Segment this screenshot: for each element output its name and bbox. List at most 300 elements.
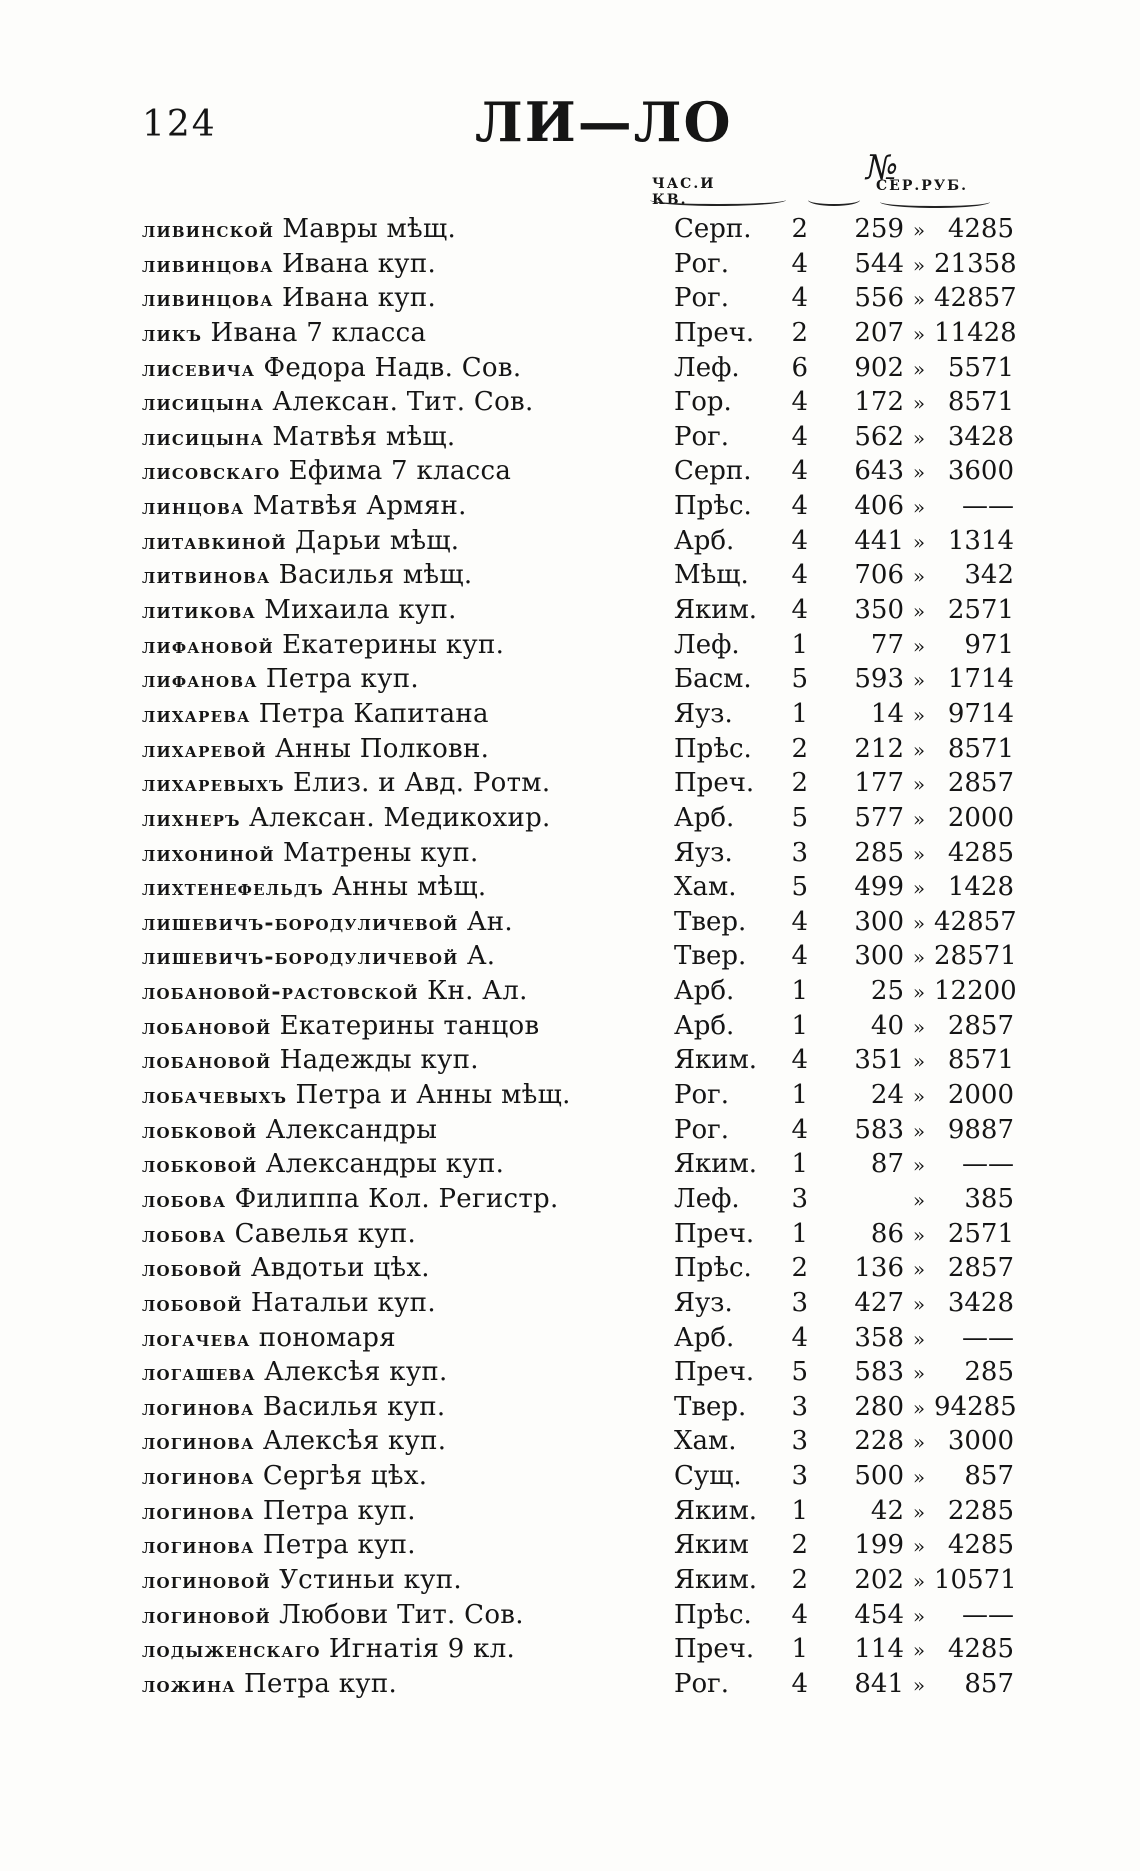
entry-row bbox=[142, 664, 1022, 699]
entry-quarter: 3 bbox=[791, 1426, 808, 1457]
entry-number: 285 bbox=[854, 837, 904, 868]
entry-quarter: 4 bbox=[791, 1045, 808, 1076]
entry-number: 212 bbox=[854, 733, 904, 764]
entry-rubles: 3428 bbox=[947, 1287, 1014, 1318]
entry-name bbox=[142, 214, 662, 244]
entry-number: 202 bbox=[854, 1564, 904, 1595]
entry-given: Василья куп. bbox=[262, 1391, 446, 1422]
entry-name bbox=[142, 734, 662, 764]
entry-surname: лобановой bbox=[142, 1048, 272, 1075]
entry-separator: » bbox=[912, 980, 926, 1005]
entry-separator: » bbox=[912, 910, 926, 935]
entry-given: Петра и Анны мѣщ. bbox=[295, 1080, 571, 1111]
entry-given: А. bbox=[466, 941, 496, 972]
entry-separator: » bbox=[912, 1291, 926, 1316]
entry-surname: логинова bbox=[142, 1394, 255, 1421]
entry-rubles: 2571 bbox=[947, 595, 1014, 626]
entry-part: Прѣс. bbox=[674, 733, 752, 764]
entry-row bbox=[142, 387, 1022, 422]
entry-surname: лобова bbox=[142, 1186, 227, 1213]
entry-row bbox=[142, 1045, 1022, 1080]
entry-quarter: 5 bbox=[791, 1357, 808, 1388]
entry-number: 351 bbox=[854, 1045, 904, 1076]
entry-given: Петра Капитана bbox=[258, 698, 489, 729]
entry-part: Арб. bbox=[674, 1322, 735, 1353]
entry-given: Ан. bbox=[466, 906, 513, 937]
entry-part: Твер. bbox=[674, 906, 747, 937]
entry-surname: лобачевыхъ bbox=[142, 1083, 288, 1110]
entry-row bbox=[142, 699, 1022, 734]
entry-separator: » bbox=[912, 772, 926, 797]
entry-name bbox=[142, 491, 662, 521]
column-header-rubles: СЕР.РУБ. bbox=[876, 178, 968, 194]
entry-given: Петра куп. bbox=[244, 1668, 398, 1699]
entry-quarter: 5 bbox=[791, 872, 808, 903]
column-header-number: № bbox=[865, 148, 898, 188]
entry-separator: » bbox=[912, 1326, 926, 1351]
entry-part: Арб. bbox=[674, 976, 735, 1007]
entry-separator: » bbox=[912, 1049, 926, 1074]
entry-separator: » bbox=[912, 1084, 926, 1109]
entry-separator: » bbox=[912, 1534, 926, 1559]
entry-quarter: 1 bbox=[791, 1010, 808, 1041]
entry-number: 172 bbox=[854, 387, 904, 418]
entry-surname: лихарева bbox=[142, 701, 251, 728]
entry-part: Серп. bbox=[674, 456, 752, 487]
entry-given: Авдотьи цѣх. bbox=[250, 1253, 430, 1284]
entry-number: 14 bbox=[870, 698, 904, 729]
entry-given: Алексѣя куп. bbox=[262, 1426, 447, 1457]
entry-given: Петра куп. bbox=[265, 664, 419, 695]
entry-quarter: 4 bbox=[791, 456, 808, 487]
entry-given: Петра куп. bbox=[262, 1495, 416, 1526]
entry-row bbox=[142, 422, 1022, 457]
entry-number: 350 bbox=[854, 595, 904, 626]
entry-quarter: 2 bbox=[791, 1253, 808, 1284]
entry-rubles: 1428 bbox=[947, 872, 1014, 903]
entry-number: 87 bbox=[870, 1149, 904, 1180]
entry-separator: » bbox=[912, 1153, 926, 1178]
entry-quarter: 3 bbox=[791, 837, 808, 868]
entry-name bbox=[142, 456, 662, 486]
entry-name bbox=[142, 699, 662, 729]
entry-name bbox=[142, 353, 662, 383]
entry-given: Савелья куп. bbox=[234, 1218, 417, 1249]
entry-given: Александры куп. bbox=[265, 1149, 505, 1180]
entry-given: Надежды куп. bbox=[279, 1045, 479, 1076]
entry-number: 114 bbox=[854, 1634, 904, 1665]
entry-rubles: —— bbox=[962, 491, 1014, 522]
entry-part: Яким. bbox=[674, 595, 758, 626]
entry-surname: лобановой-растовской bbox=[142, 979, 419, 1006]
entry-number: 136 bbox=[854, 1253, 904, 1284]
entry-quarter: 4 bbox=[791, 906, 808, 937]
entry-number: 24 bbox=[870, 1080, 904, 1111]
entry-separator: » bbox=[912, 1222, 926, 1247]
entry-row bbox=[142, 1565, 1022, 1600]
entry-row bbox=[142, 249, 1022, 284]
entry-name bbox=[142, 1149, 662, 1179]
entry-given: Дарьи мѣщ. bbox=[295, 525, 460, 556]
entry-surname: лисицына bbox=[142, 390, 265, 417]
entry-number: 583 bbox=[854, 1114, 904, 1145]
entry-part: Твер. bbox=[674, 941, 747, 972]
entry-number: 300 bbox=[854, 906, 904, 937]
entry-part: Яуз. bbox=[674, 1287, 733, 1318]
entry-row bbox=[142, 1426, 1022, 1461]
entry-row bbox=[142, 353, 1022, 388]
entry-surname: ливинской bbox=[142, 217, 275, 243]
entry-part: Преч. bbox=[674, 317, 755, 348]
entry-name bbox=[142, 560, 662, 590]
running-head: ЛИ—ЛО bbox=[475, 90, 733, 154]
entry-separator: » bbox=[912, 1638, 926, 1663]
entry-part: Твер. bbox=[674, 1391, 747, 1422]
entry-separator: » bbox=[912, 1395, 926, 1420]
entry-quarter: 4 bbox=[791, 491, 808, 522]
entry-part: Арб. bbox=[674, 802, 735, 833]
entry-name bbox=[142, 630, 662, 660]
entry-quarter: 4 bbox=[791, 560, 808, 591]
entry-name bbox=[142, 283, 662, 313]
entry-given: Алексѣя куп. bbox=[264, 1357, 448, 1388]
entry-separator: » bbox=[912, 841, 926, 866]
entry-quarter: 2 bbox=[791, 768, 808, 799]
entry-given: Александры bbox=[265, 1114, 438, 1145]
entry-quarter: 3 bbox=[791, 1391, 808, 1422]
entry-part: Преч. bbox=[674, 1357, 755, 1388]
entry-quarter: 2 bbox=[791, 214, 808, 244]
entry-name bbox=[142, 1080, 662, 1110]
entry-part: Прѣс. bbox=[674, 1253, 752, 1284]
entry-rubles: 12200 bbox=[934, 976, 1017, 1007]
entry-surname: ложина bbox=[142, 1671, 236, 1698]
entry-given: Мавры мѣщ. bbox=[282, 214, 457, 244]
entry-given: пономаря bbox=[258, 1322, 396, 1353]
entry-name bbox=[142, 1669, 662, 1699]
entry-part: Басм. bbox=[674, 664, 752, 695]
entry-number: 177 bbox=[854, 768, 904, 799]
entry-row bbox=[142, 318, 1022, 353]
entry-rubles: 4285 bbox=[947, 1634, 1014, 1665]
entry-given: Василья мѣщ. bbox=[278, 560, 473, 591]
entry-row bbox=[142, 1323, 1022, 1358]
entry-number: 199 bbox=[854, 1530, 904, 1561]
entry-name bbox=[142, 526, 662, 556]
entry-quarter: 1 bbox=[791, 629, 808, 660]
entry-part: Яким. bbox=[674, 1045, 758, 1076]
entry-name bbox=[142, 249, 662, 279]
entry-given: Ефима 7 класса bbox=[288, 456, 512, 487]
entry-rubles: 2000 bbox=[947, 1080, 1014, 1111]
entry-surname: логинова bbox=[142, 1429, 255, 1456]
entry-separator: » bbox=[912, 876, 926, 901]
entry-part: Гор. bbox=[674, 387, 732, 418]
entry-rubles: —— bbox=[962, 1149, 1014, 1180]
entry-name bbox=[142, 1045, 662, 1075]
entry-surname: логинова bbox=[142, 1464, 255, 1491]
entry-name bbox=[142, 1634, 662, 1664]
entry-quarter: 3 bbox=[791, 1461, 808, 1492]
entry-given: Ивана куп. bbox=[281, 283, 437, 314]
entry-surname: лобова bbox=[142, 1221, 227, 1248]
entry-row bbox=[142, 1115, 1022, 1150]
entry-given: Филиппа Кол. Регистр. bbox=[234, 1183, 559, 1214]
entry-surname: ливинцова bbox=[142, 286, 274, 313]
entry-surname: ликъ bbox=[142, 320, 203, 347]
entry-part: Яуз. bbox=[674, 837, 733, 868]
entry-part: Рог. bbox=[674, 283, 730, 314]
entry-rubles: 1314 bbox=[947, 525, 1014, 556]
entry-separator: » bbox=[912, 1361, 926, 1386]
entry-number: 427 bbox=[854, 1287, 904, 1318]
entry-row bbox=[142, 1149, 1022, 1184]
entry-number: 454 bbox=[854, 1599, 904, 1630]
entry-quarter: 4 bbox=[791, 283, 808, 314]
entry-row bbox=[142, 1288, 1022, 1323]
entry-given: Ивана 7 класса bbox=[210, 317, 427, 348]
entry-rubles: 971 bbox=[964, 629, 1014, 660]
entry-name bbox=[142, 1496, 662, 1526]
entry-surname: лифановой bbox=[142, 632, 274, 659]
entry-row bbox=[142, 768, 1022, 803]
entry-separator: » bbox=[912, 945, 926, 970]
entry-quarter: 1 bbox=[791, 1218, 808, 1249]
entry-part: Яким. bbox=[674, 1495, 758, 1526]
entry-number: 577 bbox=[854, 802, 904, 833]
entry-number: 841 bbox=[854, 1668, 904, 1699]
entry-quarter: 1 bbox=[791, 1149, 808, 1180]
entry-name bbox=[142, 664, 662, 694]
brace-rubles bbox=[880, 196, 990, 208]
entry-part: Рог. bbox=[674, 1080, 730, 1111]
entry-surname: линцова bbox=[142, 494, 245, 521]
entry-part: Преч. bbox=[674, 768, 755, 799]
entry-given: Екатерины куп. bbox=[282, 629, 505, 660]
entry-surname: лобовой bbox=[142, 1290, 243, 1317]
entry-rubles: 385 bbox=[964, 1183, 1014, 1214]
entry-separator: » bbox=[912, 1499, 926, 1524]
entry-number: 500 bbox=[854, 1461, 904, 1492]
entry-given: Петра куп. bbox=[262, 1530, 416, 1561]
entry-rubles: 3000 bbox=[947, 1426, 1014, 1457]
entry-given: Анны мѣщ. bbox=[332, 872, 487, 903]
entry-rubles: 4285 bbox=[947, 1530, 1014, 1561]
entry-surname: лобковой bbox=[142, 1117, 258, 1144]
entry-row bbox=[142, 1080, 1022, 1115]
entry-surname: логиновой bbox=[142, 1567, 271, 1594]
entry-rubles: —— bbox=[962, 1599, 1014, 1630]
entry-surname: лисевича bbox=[142, 355, 256, 382]
entry-part: Яуз. bbox=[674, 698, 733, 729]
entry-surname: лихнеръ bbox=[142, 805, 241, 832]
entry-part: Рог. bbox=[674, 248, 730, 279]
entry-separator: » bbox=[912, 1603, 926, 1628]
entry-number: 583 bbox=[854, 1357, 904, 1388]
entry-row bbox=[142, 456, 1022, 491]
entry-rubles: —— bbox=[962, 1322, 1014, 1353]
entry-part: Сущ. bbox=[674, 1461, 742, 1492]
entry-surname: лихтенефельдъ bbox=[142, 875, 324, 902]
entry-quarter: 4 bbox=[791, 387, 808, 418]
entry-row bbox=[142, 1219, 1022, 1254]
entry-rubles: 8571 bbox=[947, 387, 1014, 418]
entry-number: 406 bbox=[854, 491, 904, 522]
entry-name bbox=[142, 1461, 662, 1491]
entry-separator: » bbox=[912, 564, 926, 589]
entry-quarter: 6 bbox=[791, 352, 808, 383]
entry-row bbox=[142, 907, 1022, 942]
entry-quarter: 4 bbox=[791, 1599, 808, 1630]
entry-part: Преч. bbox=[674, 1634, 755, 1665]
entry-name bbox=[142, 907, 662, 937]
entry-quarter: 2 bbox=[791, 317, 808, 348]
entry-name bbox=[142, 872, 662, 902]
entry-given: Алексан. Тит. Сов. bbox=[272, 387, 534, 418]
brace-part bbox=[650, 194, 786, 206]
entry-name bbox=[142, 768, 662, 798]
entry-given: Анны Полковн. bbox=[275, 733, 490, 764]
entry-rubles: 342 bbox=[964, 560, 1014, 591]
entry-rubles: 2857 bbox=[947, 1253, 1014, 1284]
entry-name bbox=[142, 1011, 662, 1041]
entry-row bbox=[142, 630, 1022, 665]
entry-number: 593 bbox=[854, 664, 904, 695]
entry-separator: » bbox=[912, 806, 926, 831]
entry-rubles: 2571 bbox=[947, 1218, 1014, 1249]
entry-row bbox=[142, 595, 1022, 630]
entry-number: 706 bbox=[854, 560, 904, 591]
entry-quarter: 3 bbox=[791, 1287, 808, 1318]
entry-name bbox=[142, 1288, 662, 1318]
entry-number: 643 bbox=[854, 456, 904, 487]
entry-surname: лихониной bbox=[142, 840, 275, 867]
entry-separator: » bbox=[912, 702, 926, 727]
entry-part: Яким bbox=[674, 1530, 749, 1561]
entry-surname: логачева bbox=[142, 1325, 251, 1352]
entry-rubles: 8571 bbox=[947, 1045, 1014, 1076]
entry-surname: лисовскаго bbox=[142, 459, 281, 486]
entry-separator: » bbox=[912, 287, 926, 312]
entry-quarter: 5 bbox=[791, 802, 808, 833]
entry-rubles: 3600 bbox=[947, 456, 1014, 487]
entry-quarter: 1 bbox=[791, 976, 808, 1007]
entry-given: Устиньи куп. bbox=[279, 1564, 462, 1595]
entry-number: 25 bbox=[870, 976, 904, 1007]
entry-name bbox=[142, 1426, 662, 1456]
entry-row bbox=[142, 1461, 1022, 1496]
entry-rubles: 1714 bbox=[947, 664, 1014, 695]
entry-part: Арб. bbox=[674, 525, 735, 556]
entry-rubles: 21358 bbox=[934, 248, 1017, 279]
entry-separator: » bbox=[912, 668, 926, 693]
entry-name bbox=[142, 387, 662, 417]
entry-number: 441 bbox=[854, 525, 904, 556]
entry-rubles: 4285 bbox=[947, 837, 1014, 868]
entry-number: 499 bbox=[854, 872, 904, 903]
entry-row bbox=[142, 1011, 1022, 1046]
entry-separator: » bbox=[912, 391, 926, 416]
entry-rubles: 42857 bbox=[934, 906, 1017, 937]
entry-number: 562 bbox=[854, 421, 904, 452]
entry-separator: » bbox=[912, 1257, 926, 1282]
entry-quarter: 1 bbox=[791, 698, 808, 729]
entry-part: Мѣщ. bbox=[674, 560, 749, 591]
entry-part: Преч. bbox=[674, 1218, 755, 1249]
entry-name bbox=[142, 318, 662, 348]
entry-quarter: 1 bbox=[791, 1634, 808, 1665]
entry-quarter: 2 bbox=[791, 1564, 808, 1595]
entry-separator: » bbox=[912, 1187, 926, 1212]
entry-surname: лобовой bbox=[142, 1256, 243, 1283]
entry-number: 228 bbox=[854, 1426, 904, 1457]
entry-part: Леф. bbox=[674, 352, 740, 383]
entry-rubles: 857 bbox=[964, 1461, 1014, 1492]
entry-part: Рог. bbox=[674, 1668, 730, 1699]
entry-separator: » bbox=[912, 1014, 926, 1039]
entry-rubles: 2857 bbox=[947, 768, 1014, 799]
entry-part: Рог. bbox=[674, 1114, 730, 1145]
entry-surname: литавкиной bbox=[142, 528, 287, 555]
entry-row bbox=[142, 1392, 1022, 1427]
entry-rubles: 8571 bbox=[947, 733, 1014, 764]
entry-quarter: 1 bbox=[791, 1080, 808, 1111]
entry-surname: лобановой bbox=[142, 1013, 272, 1040]
entry-part: Хам. bbox=[674, 872, 737, 903]
entry-given: Ивана куп. bbox=[281, 248, 437, 279]
entry-surname: лишевичъ-бородуличевой bbox=[142, 909, 459, 936]
entry-part: Арб. bbox=[674, 1010, 735, 1041]
entry-row bbox=[142, 1530, 1022, 1565]
entry-surname: лобковой bbox=[142, 1152, 258, 1179]
entry-quarter: 4 bbox=[791, 421, 808, 452]
entry-name bbox=[142, 941, 662, 971]
entry-row bbox=[142, 941, 1022, 976]
entry-number: 40 bbox=[870, 1010, 904, 1041]
entry-surname: лишевичъ-бородуличевой bbox=[142, 944, 459, 971]
entry-separator: » bbox=[912, 218, 926, 242]
entry-rubles: 10571 bbox=[934, 1564, 1017, 1595]
entry-name bbox=[142, 803, 662, 833]
entry-separator: » bbox=[912, 1430, 926, 1455]
entry-separator: » bbox=[912, 1568, 926, 1593]
column-header-part: ЧАС.И КВ. bbox=[652, 176, 716, 208]
entry-separator: » bbox=[912, 460, 926, 485]
entry-quarter: 4 bbox=[791, 1114, 808, 1145]
entry-quarter: 4 bbox=[791, 941, 808, 972]
entry-name bbox=[142, 1253, 662, 1283]
entry-name bbox=[142, 1323, 662, 1353]
entry-quarter: 3 bbox=[791, 1183, 808, 1214]
entry-row bbox=[142, 214, 1022, 249]
entry-surname: логинова bbox=[142, 1498, 255, 1525]
entry-surname: лифанова bbox=[142, 667, 258, 694]
entry-part: Серп. bbox=[674, 214, 752, 244]
entry-part: Леф. bbox=[674, 1183, 740, 1214]
entry-separator: » bbox=[912, 495, 926, 520]
entry-name bbox=[142, 1530, 662, 1560]
entry-rubles: 285 bbox=[964, 1357, 1014, 1388]
entry-rubles: 5571 bbox=[947, 352, 1014, 383]
entry-row bbox=[142, 1600, 1022, 1635]
entry-row bbox=[142, 283, 1022, 318]
entry-given: Любови Тит. Сов. bbox=[279, 1599, 524, 1630]
entry-part: Яким. bbox=[674, 1149, 758, 1180]
entry-quarter: 4 bbox=[791, 248, 808, 279]
entry-row bbox=[142, 976, 1022, 1011]
entry-separator: » bbox=[912, 529, 926, 554]
entry-rubles: 3428 bbox=[947, 421, 1014, 452]
